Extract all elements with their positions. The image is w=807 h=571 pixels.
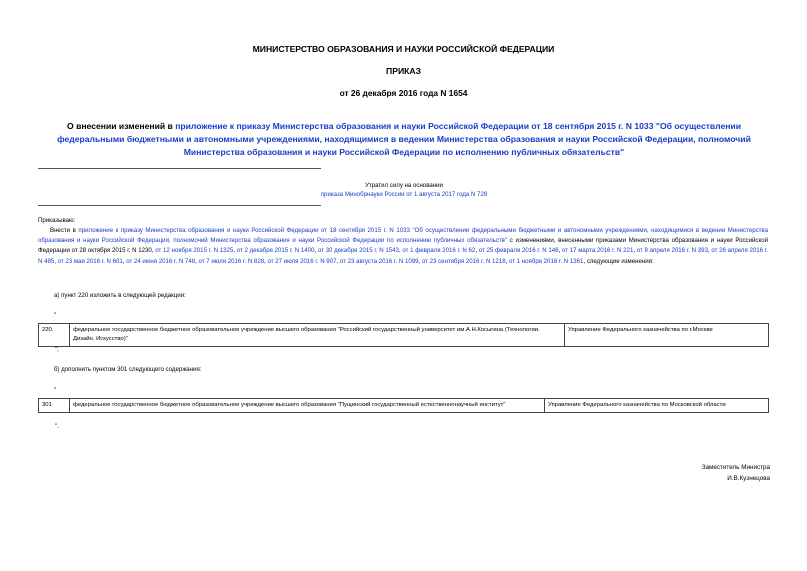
order-heading: ПРИКАЗ (386, 66, 421, 76)
signature-block (702, 462, 770, 484)
status-link-wrap (38, 191, 770, 198)
divider-top (38, 168, 321, 169)
title-prefix: О внесении изменений в (67, 121, 176, 131)
amendment-link[interactable]: от 26 апреля 2016 г. N 485 (38, 247, 768, 265)
close-quote-b: ". (55, 423, 59, 430)
cell-number: 220. (39, 324, 70, 347)
paragraph-start: Внести в (50, 227, 79, 234)
paragraph-middle: с изменениями, внесенными приказами Министерства образования и науки Российской Федерации от 28 октября 2015 г. N 1230, (38, 237, 768, 255)
separator: , (707, 247, 712, 255)
table-item-220 (38, 323, 769, 347)
amendment-link[interactable]: от 7 июля 2016 г. N 828 (198, 257, 265, 265)
separator: , (122, 257, 127, 265)
separator: , (264, 257, 268, 265)
separator: , (475, 247, 479, 255)
separator: , (505, 257, 509, 265)
separator: , (336, 257, 340, 265)
separator: , (633, 247, 637, 255)
document-title (38, 120, 770, 159)
item-b-text: б) дополнить пунктом 301 следующего содержания: (54, 366, 202, 373)
amendment-link[interactable]: от 24 июня 2016 г. N 748 (126, 257, 196, 265)
separator: , (398, 247, 403, 255)
separator: , (233, 247, 237, 255)
repeal-link[interactable]: приказа Минобрнауки России от 1 августа 2017 года N 728 (320, 191, 488, 198)
status-line: Утратил силу на основании (365, 182, 443, 189)
cell-treasury: Управление Федерального казначейства по г.Москве (565, 324, 769, 347)
ministry-heading: МИНИСТЕРСТВО ОБРАЗОВАНИЯ И НАУКИ РОССИЙСКОЙ ФЕДЕРАЦИИ (252, 44, 555, 54)
signer-name: И.В.Кузнецова (727, 475, 770, 482)
separator: , (54, 257, 58, 265)
separator: , (558, 247, 562, 255)
amendment-link[interactable]: от 1 ноября 2016 г. N 1361 (508, 257, 584, 265)
paragraph-end: , следующие изменения: (583, 257, 654, 265)
signer-position: Заместитель Министра (701, 464, 770, 471)
divider-bottom (38, 205, 321, 206)
amendment-link[interactable]: от 23 августа 2016 г. N 1099 (339, 257, 419, 265)
amendment-link[interactable]: от 2 декабря 2015 г. N 1400 (236, 247, 315, 255)
table-row (39, 399, 769, 413)
cell-institution: федеральное государственное бюджетное образовательное учреждение высшего образования "Пущинский государственный естественнонаучный институт" (70, 399, 545, 413)
amendment-link[interactable]: от 8 апреля 2016 г. N 393 (636, 247, 708, 255)
order-phrase: Приказываю: (38, 217, 76, 224)
separator: , (314, 247, 318, 255)
amendment-link[interactable]: от 23 мая 2016 г. N 601 (57, 257, 123, 265)
table-item-301 (38, 398, 769, 413)
amendment-link[interactable]: от 27 июля 2016 г. N 907 (267, 257, 337, 265)
amendment-link[interactable]: от 1 февраля 2016 г. N 62 (402, 247, 476, 255)
open-quote-b: " (54, 387, 57, 394)
amendment-link[interactable]: от 17 марта 2016 г. N 221 (561, 247, 634, 255)
separator: , (195, 257, 199, 265)
amendment-link[interactable]: от 23 сентября 2016 г. N 1218 (421, 257, 506, 265)
table-row (39, 324, 769, 347)
open-quote-a: " (54, 312, 57, 319)
cell-treasury: Управление Федерального казначейства по Московской области (545, 399, 769, 413)
amendment-link[interactable]: от 12 ноября 2015 г. N 1325 (155, 247, 234, 255)
amendment-link[interactable]: от 25 февраля 2016 г. N 146 (478, 247, 559, 255)
cell-institution: федеральное государственное бюджетное образовательное учреждение высшего образования "Российский государственный университет им.А.Н.Косыгина (Технологии. Дизайн. Искусство)" (70, 324, 565, 347)
separator: , (418, 257, 422, 265)
title-link[interactable]: приложение к приказу Министерства образования и науки Российской Федерации от 18 сентября 2015 г. N 1033 "Об осуществлении федеральными бюджетными и автономными учреждениями, находящимися в ведении Министерства образования и науки Российской Федерации, полномочий Министерства образования и науки Российской Федерации по исполнению публичных обязательств" (57, 121, 751, 157)
order-date: от 26 декабря 2016 года N 1654 (339, 88, 468, 98)
amendment-link[interactable]: от 30 декабря 2015 г. N 1543 (317, 247, 399, 255)
item-a-text: а) пункт 220 изложить в следующей редакции: (54, 292, 186, 299)
main-paragraph (38, 226, 768, 267)
close-quote-a: "; (55, 346, 59, 353)
base-order-link[interactable]: приложение к приказу Министерства образования и науки Российской Федерации от 18 сентября 2015 г. N 1033 "Об осуществлении федеральными бюджетными и автономными учреждениями, находящимися в ведении Министерства образования и науки Российской Федерации, полномочий Министерства образования и науки Российской Федерации по исполнению публичных обязательств" (38, 227, 768, 245)
cell-number: 301 (39, 399, 70, 413)
